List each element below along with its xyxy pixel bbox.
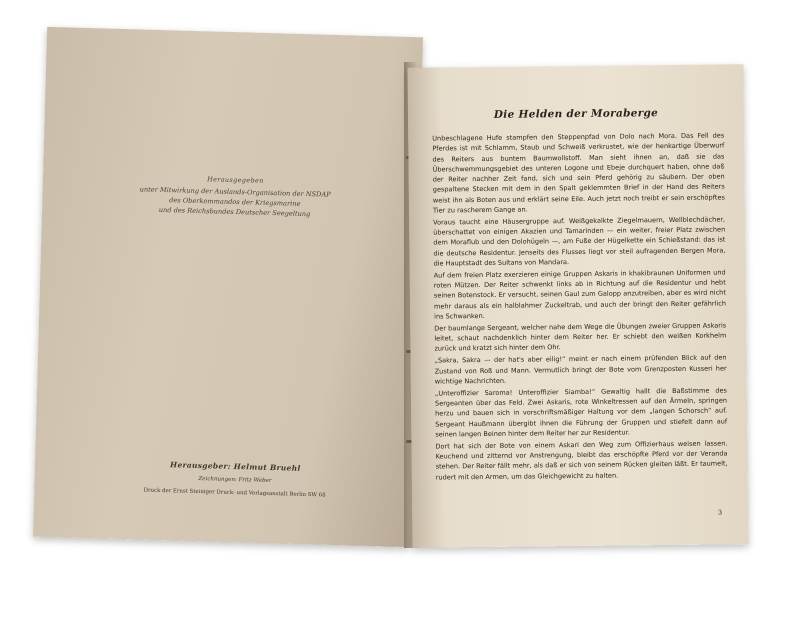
right-page [407,64,748,547]
paragraph: „Sakra, Sakra — der hat's aber eilig!“ meint er nach einem prüfenden Blick auf den Zustand von Roß und Mann. Vermutlich bringt der Bote vom Grenzposten Kusseri her wichtige Nachrichten. [434,353,727,386]
credits-heading: Herausgegeben [207,175,264,185]
credits-line-2: des Oberkommandos der Kriegsmarine [169,196,301,208]
paragraph: Voraus taucht eine Häusergruppe auf. Weißgekalkte Ziegelmauern, Wellblechdächer, überschattet von einigen Akazien und Tamarinden — ein weiter, freier Platz zwischen dem Moraflub und den Dolohügeln —, am Fuße der Hügelkette ein Schießstand: das ist die deutsche Residentur. Jenseits des Flusses liegt vor steil aufragenden Bergen Mora, die Hauptstadt des Sultans von Mandara. [433,215,726,268]
paragraph: Dort hat sich der Bote von einem Askari den Weg zum Offizierhaus weisen lassen. Keuchend und zitternd vor Anstrengung, bleibt das erschöpfte Pferd vor der Veranda stehen. Der Reiter fällt mehr, als daß er sich von seinem Rücken gleiten läßt. Er taumelt, rudert mit den Armen, um das Gleichgewicht zu halten. [435,439,728,481]
credits-line-3: und des Reichsbundes Deutscher Seegeltung [158,205,311,219]
story-title: Die Helden der Moraberge [493,107,659,121]
paragraph: Unbeschlagene Hufe stampfen den Steppenpfad von Dolo nach Mora. Das Fell des Pferdes ist mit Schlamm, Staub und Schweiß verkrustet, wie der henkartige Überwurf des Reiters aus buntem Baumwollstoff. Man sieht ihnen an, daß sie das Überschwemmungsgebiet des unteren Logone und Ebeje durchquert haben, ohne daß der Reiter nachher Zeit fand, sich und sein Pferd gehörig zu säubern. Der oben gespaltene Stecken mit dem in den Spalt geklemmten Brief in der Hand des Reiters weist ihn als Boten aus und erklärt seine Eile. Auch jetzt noch treibt er sein erschöpftes Tier zu rascherem Gange an. [432,131,725,215]
story-body [432,130,728,483]
editor-line: Herausgeber: Helmut Bruehl [169,460,301,473]
paragraph: „Unteroffizier Saroma! Unteroffizier Siamba!“ Gewaltig hallt die Baßstimme des Sergeanten über das Feld. Zwei Askaris, rote Winkeltressen auf den Ärmeln, springen herzu und bauen sich in vorschriftsmäßiger Haltung vor dem „langen Schorsch“ auf. Sergeant Haußmann übergibt ihnen die Führung der Gruppen und stiefelt dann auf seinen langen Beinen hinter dem Reiter her zur Residentur. [434,386,728,439]
printer-line: Druck der Ernst Steiniger Druck- und Verlagsanstalt Berlin SW 68 [143,487,326,499]
paragraph: Auf dem freien Platz exerzieren einige Gruppen Askaris in khakibraunen Uniformen und roten Mützen. Der Reiter schwenkt links ab in Richtung auf die Residentur und hebt seinen Botenstock. Er versucht, seinen Gaul zum Galopp anzutreiben, aber es wird nicht mehr daraus als ein halblahmer Zuckeltrab, und auch der bringt den Reiter gefährlich ins Schwanken. [433,268,727,321]
credits-line-1: unter Mitwirkung der Auslands-Organisation der NSDAP [139,185,331,199]
paragraph: Der baumlange Sergeant, welcher nahe dem Wege die Übungen zweier Gruppen Askaris leitet, schaut nachdenklich hinter dem Reiter her. Er schiebt den weißen Korkhelm zurück und kratzt sich hinter dem Ohr. [434,321,727,353]
illustrations-line: Zeichnungen: Fritz Weber [198,475,272,485]
page-number: 3 [717,508,723,517]
